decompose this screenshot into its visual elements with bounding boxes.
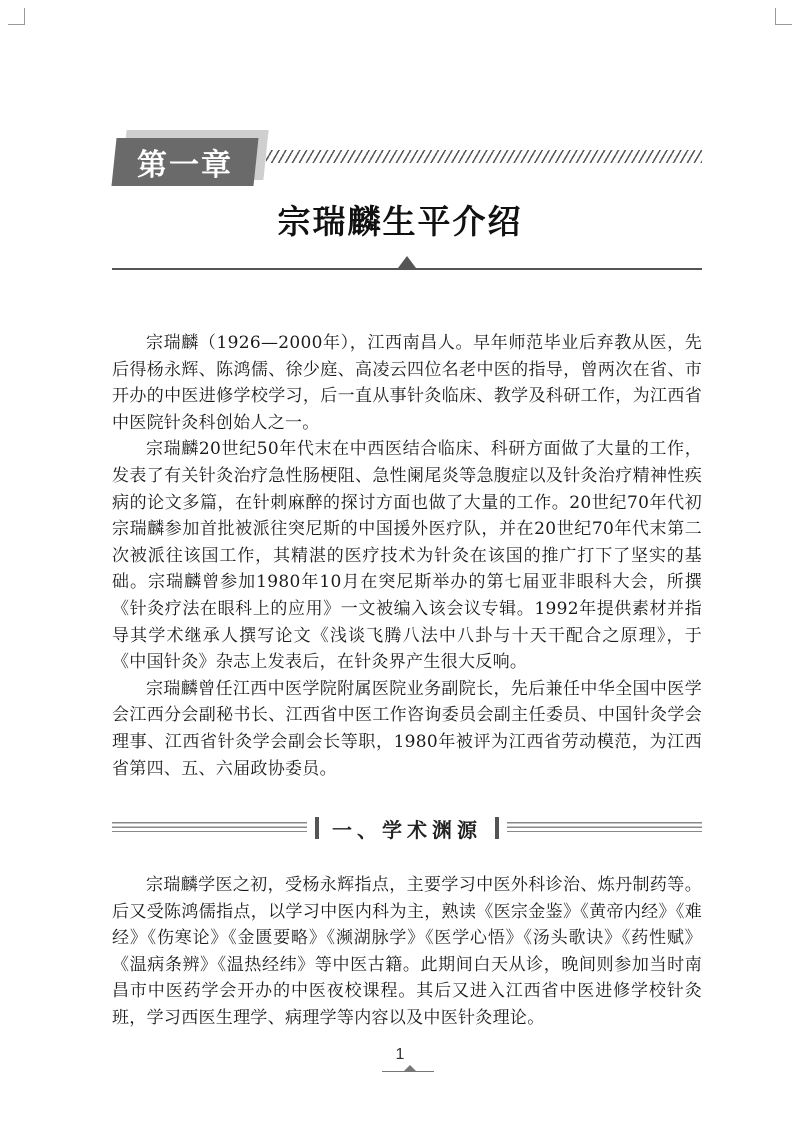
paragraph: 宗瑞麟（1926—2000年），江西南昌人。早年师范毕业后弃教从医，先后得杨永辉、陈鸿儒、徐少庭、高凌云四位名老中医的指导，曾两次在省、市开办的中医进修学校学习，后一直从事针灸临床、教学及科研工作，为江西省中医院针灸科创始人之一。 <box>112 333 702 433</box>
page-number-triangle <box>404 1065 416 1071</box>
chapter-hatch-rule <box>266 150 702 163</box>
paragraph: 宗瑞麟学医之初，受杨永辉指点，主要学习中医外科诊治、炼丹制药等。后又受陈鸿儒指点，以学习中医内科为主，熟读《医宗金鉴》《黄帝内经》《难经》《伤寒论》《金匮要略》《濒湖脉学》《医学心悟》《汤头歌诀》《药性赋》《温病条辨》《温热经纬》等中医古籍。此期间白天从诊，晚间则参加当时南昌市中医药学会开办的中医夜校课程。其后又进入江西省中医进修学校针灸班，学习西医生理学、病理学等内容以及中医针灸理论。 <box>112 875 702 1028</box>
chapter-badge <box>111 138 258 186</box>
chapter-title: 宗瑞麟生平介绍 <box>277 202 523 241</box>
section-title: 一、学术渊源 <box>332 818 482 842</box>
paragraph: 宗瑞麟曾任江西中医学院附属医院业务副院长，先后兼任中华全国中医学会江西分会副秘书长、江西省中医工作咨询委员会副主任委员、中国针灸学会理事、江西省针灸学会副会长等职，1980年被评为江西省劳动模范，为江西省第四、五、六届政协委员。 <box>112 678 702 779</box>
section-bar-left <box>315 817 319 839</box>
section-rule-left <box>112 822 307 832</box>
title-rule <box>112 268 702 270</box>
crop-mark-top-right <box>775 8 792 25</box>
paragraph: 宗瑞麟20世纪50年代末在中西医结合临床、科研方面做了大量的工作，发表了有关针灸治疗急性肠梗阻、急性阑尾炎等急腹症以及针灸治疗精神性疾病的论文多篇，在针刺麻醉的探讨方面也做了大量的工作。20世纪70年代初宗瑞麟参加首批被派往突尼斯的中国援外医疗队，并在20世纪70年代末第二次被派往该国工作，其精湛的医疗技术为针灸在该国的推广打下了坚实的基础。宗瑞麟曾参加1980年10月在突尼斯举办的第七届亚非眼科大会，所撰《针灸疗法在眼科上的应用》一文被编入该会议专辑。1992年提供素材并指导其学术继承人撰写论文《浅谈飞腾八法中八卦与十天干配合之原理》，于《中国针灸》杂志上发表后，在针灸界产生很大反响。 <box>112 439 702 673</box>
crop-mark-top-left <box>8 8 25 25</box>
section-heading <box>112 814 702 844</box>
section-bar-right <box>495 817 499 839</box>
title-triangle-ornament <box>398 256 416 268</box>
page-number: 1 <box>395 1046 405 1063</box>
intro-text <box>112 330 702 782</box>
section-rule-right <box>507 822 702 832</box>
section-text <box>112 872 702 1032</box>
chapter-label: 第一章 <box>137 148 233 183</box>
page-number-rule <box>382 1071 434 1072</box>
